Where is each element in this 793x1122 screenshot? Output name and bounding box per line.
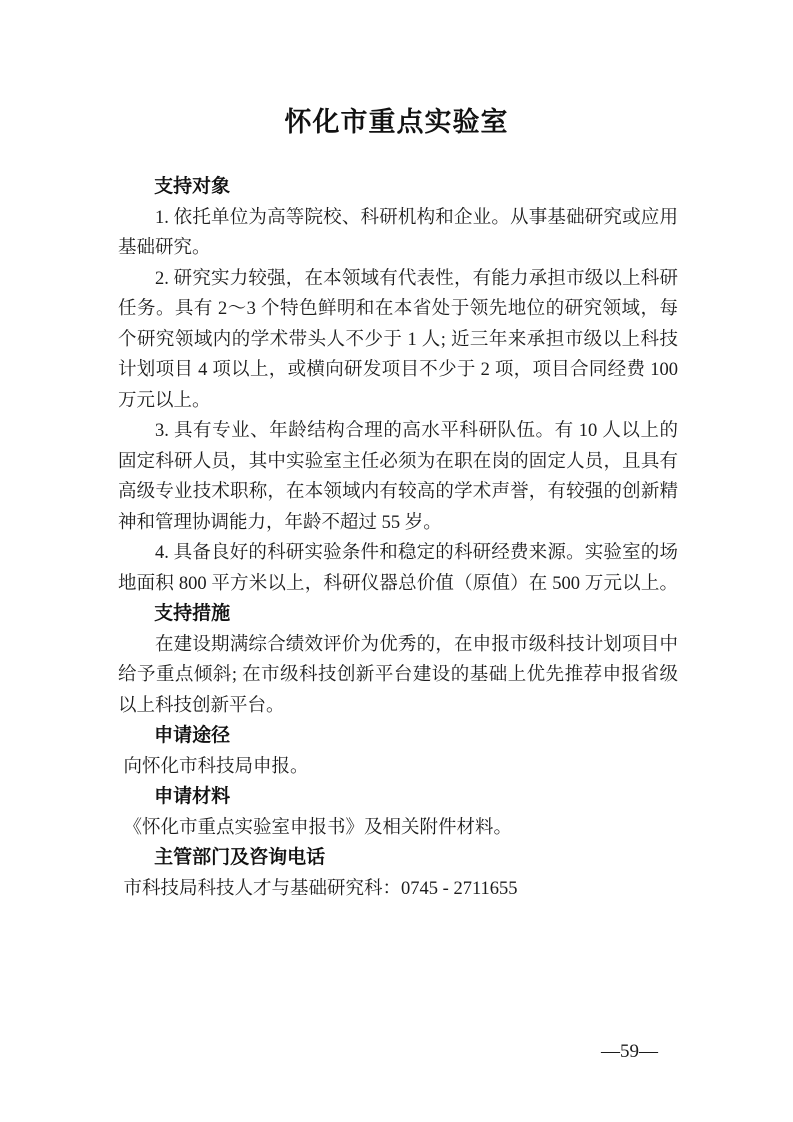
section-heading: 主管部门及咨询电话 [154, 847, 326, 868]
text-line: 4. 具备良好的科研实验条件和稳定的科研经费来源。实验室的场 [155, 543, 678, 563]
text-line: 市科技局科技人才与基础研究科：0745 - 2711655 [123, 878, 518, 899]
text-line: 向怀化市科技局申报。 [123, 756, 309, 777]
page-number: —59— [601, 1041, 658, 1062]
text-line: 以上科技创新平台。 [118, 695, 285, 716]
text-line: 3. 具有专业、年龄结构合理的高水平科研队伍。有 10 人以上的 [155, 421, 678, 441]
text-line: 固定科研人员，其中实验室主任必须为在职在岗的固定人员，且具有 [118, 451, 678, 472]
text-line: 基础研究。 [118, 238, 211, 258]
text-line: 任务。具有 2～3 个特色鲜明和在本省处于领先地位的研究领域，每 [118, 299, 678, 319]
text-line: 2. 研究实力较强，在本领域有代表性，有能力承担市级以上科研 [155, 268, 678, 289]
text-line: 在建设期满综合绩效评价为优秀的，在申报市级科技计划项目中 [155, 634, 678, 655]
document-body [118, 172, 678, 904]
text-line: 计划项目 4 项以上，或横向研发项目不少于 2 项，项目合同经费 100 [118, 360, 678, 380]
text-line: 地面积 800 平方米以上，科研仪器总价值（原值）在 500 万元以上。 [118, 573, 678, 594]
text-line: 个研究领域内的学术带头人不少于 1 人; 近三年来承担市级以上科技 [118, 329, 678, 350]
section-heading: 支持对象 [154, 176, 231, 197]
text-line: 给予重点倾斜; 在市级科技创新平台建设的基础上优先推荐申报省级 [118, 665, 678, 685]
page-title: 怀化市重点实验室 [284, 107, 509, 137]
section-heading: 支持措施 [154, 603, 231, 624]
text-line: 《怀化市重点实验室申报书》及相关附件材料。 [123, 817, 513, 838]
section-heading: 申请途径 [154, 725, 231, 746]
section-heading: 申请材料 [154, 786, 231, 807]
text-line: 神和管理协调能力，年龄不超过 55 岁。 [118, 512, 442, 533]
text-line: 万元以上。 [118, 390, 211, 411]
text-line: 1. 依托单位为高等院校、科研机构和企业。从事基础研究或应用 [155, 207, 678, 228]
text-line: 高级专业技术职称，在本领域内有较高的学术声誉，有较强的创新精 [118, 482, 678, 502]
